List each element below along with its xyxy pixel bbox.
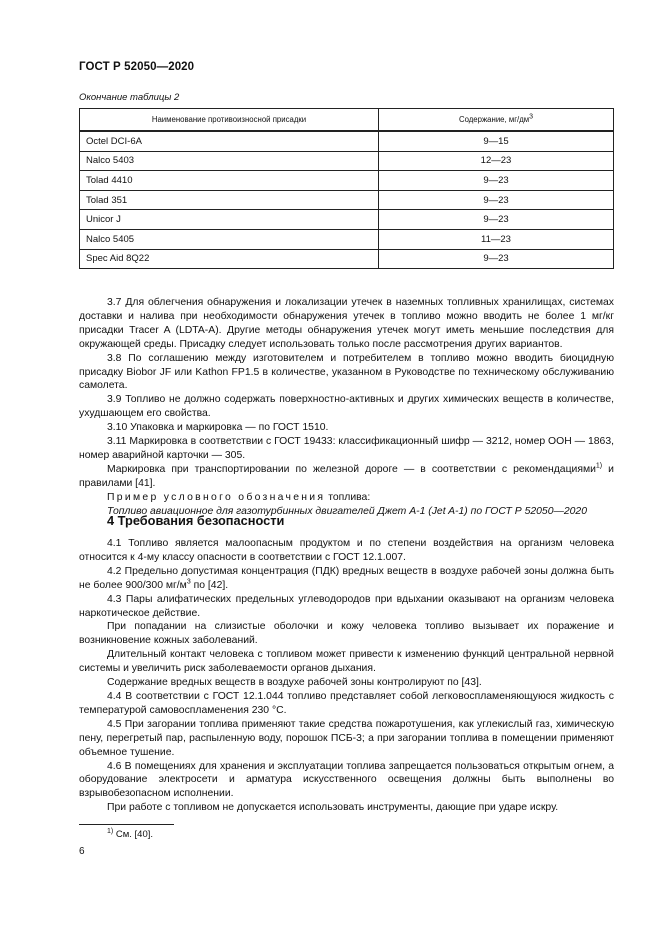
additive-content: 9—15 xyxy=(379,131,614,151)
section-4-text xyxy=(79,537,614,815)
footnote: $^{1)}$ См. [40]. xyxy=(107,827,154,840)
additive-name: Tolad 4410 xyxy=(80,171,379,191)
section-3-text xyxy=(79,296,614,519)
footnote-divider xyxy=(79,824,174,825)
footnote-ref: 1) xyxy=(595,462,603,470)
paragraph-3-7: 3.7 Для облегчения обнаружения и локализации утечек в наземных топливных хранилищах, системах доставки и налива при необходимости обнаружения утечек в топливо можно вводить не более 1 мг/кг присадки Tracer A (LDTA-A). Другие методы обнаружения утечек могут иметь меньшие последствия для окружающей среды. Присадку следует использовать только после рассмотрения других вариантов. xyxy=(79,297,614,350)
additive-content: 9—23 xyxy=(379,190,614,210)
paragraph-4-4: 4.4 В соответствии с ГОСТ 12.1.044 топливо представляет собой легковоспламеняющуюся жидкость с температурой самовоспламенения 230 °С. xyxy=(79,690,614,716)
additive-content: 11—23 xyxy=(379,229,614,249)
table-row xyxy=(80,229,614,249)
paragraph-3-11: 3.11 Маркировка в соответствии с ГОСТ 19433: классификационный шифр — 3212, номер ООН — 1863, номер аварийной карточки — 305. xyxy=(79,436,614,461)
additive-name: Nalco 5403 xyxy=(80,151,379,171)
table-caption: Окончание таблицы 2 xyxy=(79,92,180,103)
table-row xyxy=(80,151,614,171)
example-text: Топливо авиационное для газотурбинных двигателей Джет А-1 (Jet A-1) по ГОСТ Р 52050—2020 xyxy=(107,505,587,517)
additive-content: 12—23 xyxy=(379,151,614,171)
paragraph-4-6: 4.6 В помещениях для хранения и эксплуатации топлива запрещается пользоваться открытым огнем, а оборудование электросети и арматура искусственного освещения должны быть выполнены во взрывобезопасном исполнении. xyxy=(79,760,614,800)
paragraph-3-9: 3.9 Топливо не должно содержать поверхностно-активных и других химических веществ в количестве, ухудшающем его свойства. xyxy=(79,394,614,420)
table-row xyxy=(80,210,614,230)
additive-name: Tolad 351 xyxy=(80,190,379,210)
page-number: 6 xyxy=(79,846,85,857)
paragraph-4-6-b: При работе с топливом не допускается использовать инструменты, дающие при ударе искру. xyxy=(107,802,559,814)
paragraph-3-8: 3.8 По соглашению между изготовителем и потребителем в топливо можно вводить биоцидную присадку Biobor JF или Kathon FP1.5 в количестве, указанном в Руководстве по техническому обслуживанию самолета. xyxy=(79,352,614,392)
table-row xyxy=(80,190,614,210)
table-row xyxy=(80,171,614,191)
table-row xyxy=(80,131,614,151)
paragraph-4-3-b: При попадании на слизистые оболочки и кожу человека топливо вызывает их поражение и возникновение кожных заболеваний. xyxy=(79,621,614,647)
example-label: Пример условного обозначения топлива: xyxy=(107,491,371,503)
paragraph-4-3-c: Длительный контакт человека с топливом может привести к изменению функций центральной нервной системы и увеличить риск заболеваемости органов дыхания. xyxy=(79,649,614,675)
paragraph-4-1: 4.1 Топливо является малоопасным продуктом и по степени воздействия на организм человека относится к 4-му классу опасности в соответствии с ГОСТ 12.1.007. xyxy=(79,538,614,563)
paragraph-4-3-d: Содержание вредных веществ в воздухе рабочей зоны контролируют по [43]. xyxy=(107,677,482,689)
document-code: ГОСТ Р 52050—2020 xyxy=(79,61,195,73)
column-header-name: Наименование противоизносной присадки xyxy=(80,109,379,132)
additive-name: Octel DCI-6A xyxy=(80,131,379,151)
paragraph-4-5: 4.5 При загорании топлива применяют такие средства пожаротушения, как углекислый газ, химическую пену, перегретый пар, распыленную воду, порошок ПСБ-3; а при загорании топлива в помещении применяют объемное тушение. xyxy=(79,718,614,758)
additive-name: Unicor J xyxy=(80,210,379,230)
additive-content: 9—23 xyxy=(379,171,614,191)
paragraph-rail-marking: Маркировка при транспортировании по железной дороге — в соответствии с рекомендациями$^{1)}$ и правилами [41]. xyxy=(79,462,614,489)
paragraph-4-2: 4.2 Предельно допустимая концентрация (ПДК) вредных веществ в воздухе рабочей зоны должна быть не более 900/300 $мг/м^3$ по [42]. xyxy=(79,565,614,591)
additives-table xyxy=(79,108,614,269)
table-row xyxy=(80,249,614,269)
additive-content: 9—23 xyxy=(379,210,614,230)
column-header-content: Содержание, $мг/дм^3$ xyxy=(379,109,614,132)
additive-name: Nalco 5405 xyxy=(80,229,379,249)
additive-content: 9—23 xyxy=(379,249,614,269)
paragraph-3-10: 3.10 Упаковка и маркировка — по ГОСТ 1510. xyxy=(107,422,329,434)
section-4-title: 4 Требования безопасности xyxy=(107,513,285,528)
paragraph-4-3: 4.3 Пары алифатических предельных углеводородов при вдыхании оказывают на организм человека наркотическое действие. xyxy=(79,593,614,619)
table-header-row xyxy=(80,109,614,132)
additive-name: Spec Aid 8Q22 xyxy=(80,249,379,269)
